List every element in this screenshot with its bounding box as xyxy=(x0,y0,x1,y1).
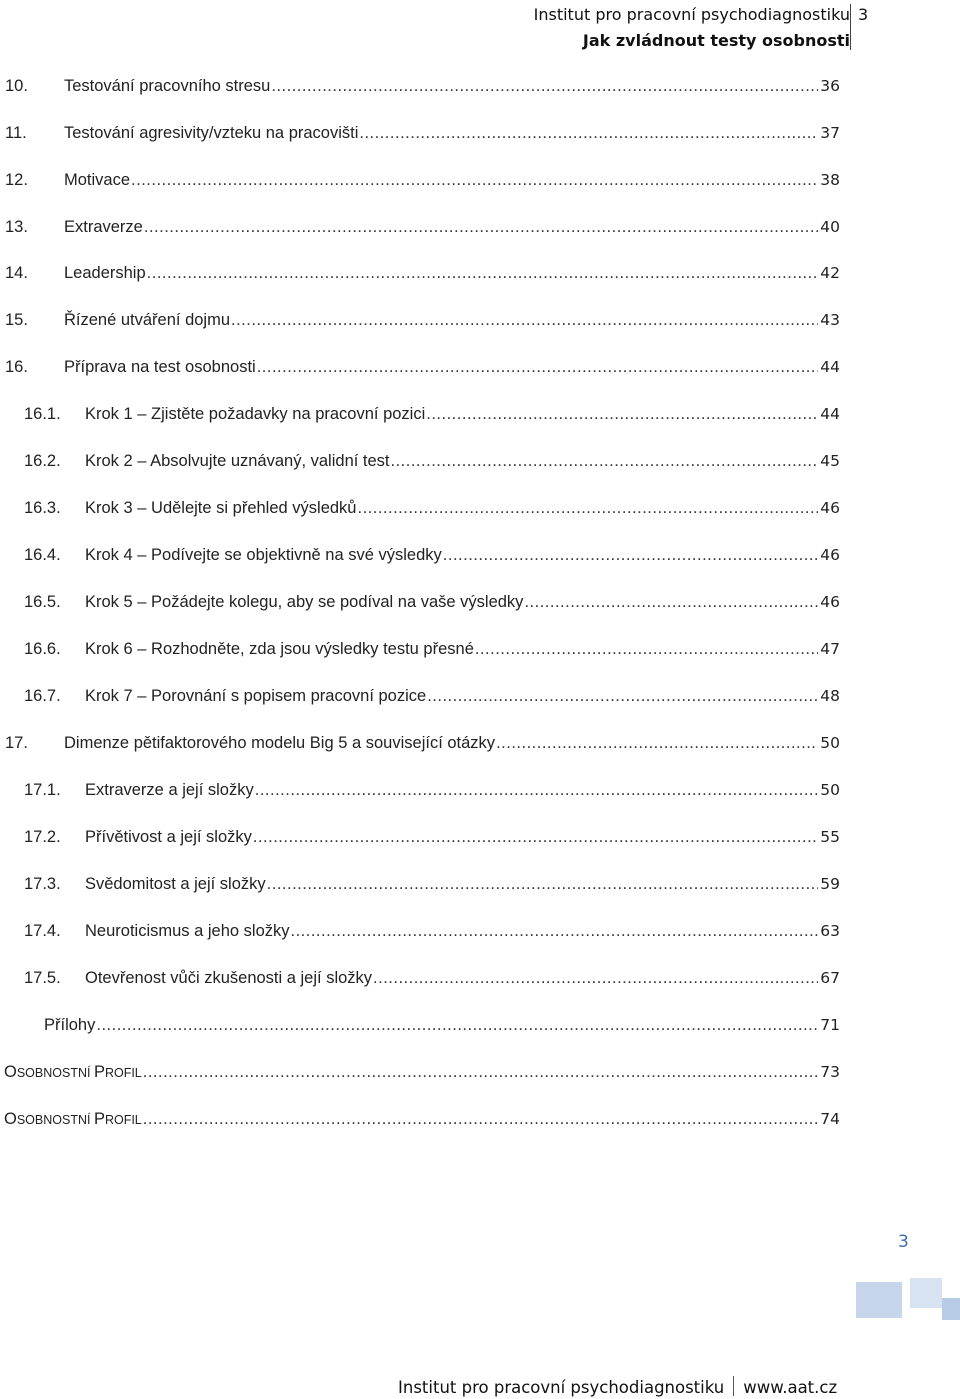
toc-leader xyxy=(357,499,818,518)
toc-number: 16.3. xyxy=(24,499,61,517)
header-institute: Institut pro pracovní psychodiagnostiku xyxy=(533,5,850,24)
toc-title: Krok 3 – Udělejte si přehled výsledků xyxy=(85,499,357,517)
toc-page: 55 xyxy=(820,828,840,846)
toc-title: Příprava na test osobnosti xyxy=(64,358,256,376)
toc-title: Krok 4 – Podívejte se objektivně na své výsledky xyxy=(85,546,442,564)
toc-number: 13. xyxy=(5,218,28,236)
toc-page: 46 xyxy=(820,546,840,564)
toc-page: 40 xyxy=(820,218,840,236)
toc-entry[interactable] xyxy=(5,171,840,197)
corner-tile-small xyxy=(942,1298,960,1320)
toc-subentry[interactable] xyxy=(24,687,840,713)
footer-divider xyxy=(733,1376,734,1396)
toc-number: 16.2. xyxy=(24,452,61,470)
toc-leader xyxy=(267,875,819,894)
toc-subentry[interactable] xyxy=(24,405,840,431)
toc-entry-profile[interactable] xyxy=(4,1063,840,1089)
toc-subentry[interactable] xyxy=(24,452,840,478)
toc-subentry[interactable] xyxy=(24,969,840,995)
toc-leader xyxy=(271,77,818,96)
toc-number: 16. xyxy=(5,358,28,376)
toc-title: Krok 6 – Rozhodněte, zda jsou výsledky testu přesné xyxy=(85,640,474,658)
toc-entry-appendix[interactable] xyxy=(44,1016,840,1042)
toc-page: 46 xyxy=(820,593,840,611)
toc-title: OSOBNOSTNÍ PROFIL xyxy=(4,1063,142,1081)
toc-title: Neuroticismus a jeho složky xyxy=(85,922,290,940)
toc-title: Přívětivost a její složky xyxy=(85,828,252,846)
page-marker: 3 xyxy=(898,1232,909,1252)
toc-entry[interactable] xyxy=(5,124,840,150)
toc-page: 38 xyxy=(820,171,840,189)
toc-entry[interactable] xyxy=(5,358,840,384)
header-page-number: 3 xyxy=(858,5,869,24)
toc-subentry[interactable] xyxy=(24,781,840,807)
toc-page: 36 xyxy=(820,77,840,95)
toc-title: Motivace xyxy=(64,171,131,189)
toc-number: 17.4. xyxy=(24,922,61,940)
toc-page: 42 xyxy=(820,264,840,282)
toc-number: 15. xyxy=(5,311,28,329)
toc-number: 16.1. xyxy=(24,405,61,423)
toc-leader xyxy=(143,1063,819,1082)
toc-entry[interactable] xyxy=(5,734,840,760)
toc-number: 11. xyxy=(5,124,27,142)
page-corner-graphic xyxy=(848,1272,960,1328)
toc-title: Přílohy xyxy=(44,1016,96,1034)
toc-subentry[interactable] xyxy=(24,499,840,525)
toc-number: 14. xyxy=(5,264,28,282)
toc-title: Extraverze a její složky xyxy=(85,781,254,799)
toc-number: 16.4. xyxy=(24,546,61,564)
toc-leader xyxy=(131,171,818,190)
toc-number: 17.1. xyxy=(24,781,61,799)
toc-subentry[interactable] xyxy=(24,546,840,572)
toc-entry[interactable] xyxy=(5,264,840,290)
toc-page: 48 xyxy=(820,687,840,705)
toc-leader xyxy=(255,781,819,800)
toc-title: Otevřenost vůči zkušenosti a její složky xyxy=(85,969,373,987)
running-header xyxy=(534,2,850,54)
toc-title: OSOBNOSTNÍ PROFIL xyxy=(4,1110,142,1128)
toc-leader xyxy=(147,264,819,283)
toc-title: Testování pracovního stresu xyxy=(64,77,271,95)
toc-page: 43 xyxy=(820,311,840,329)
toc-leader xyxy=(144,218,818,237)
toc-title: Krok 1 – Zjistěte požadavky na pracovní pozici xyxy=(85,405,426,423)
toc-title: Krok 2 – Absolvujte uznávaný, validní test xyxy=(85,452,390,470)
toc-number: 12. xyxy=(5,171,28,189)
toc-entry[interactable] xyxy=(5,218,840,244)
toc-number: 17.3. xyxy=(24,875,61,893)
toc-entry-profile[interactable] xyxy=(4,1110,840,1136)
toc-page: 74 xyxy=(820,1110,840,1128)
toc-leader xyxy=(359,124,818,143)
toc-leader xyxy=(253,828,818,847)
toc-leader xyxy=(96,1016,818,1035)
toc-page: 37 xyxy=(820,124,840,142)
toc-page: 73 xyxy=(820,1063,840,1081)
toc-leader xyxy=(291,922,819,941)
toc-subentry[interactable] xyxy=(24,875,840,901)
toc-leader xyxy=(475,640,818,659)
footer-url[interactable]: www.aat.cz xyxy=(743,1378,838,1397)
toc-page: 50 xyxy=(820,734,840,752)
toc-subentry[interactable] xyxy=(24,640,840,666)
corner-tile-medium xyxy=(910,1278,942,1308)
toc-page: 50 xyxy=(820,781,840,799)
toc-entry[interactable] xyxy=(5,311,840,337)
toc-page: 47 xyxy=(820,640,840,658)
toc-page: 46 xyxy=(820,499,840,517)
toc-leader xyxy=(373,969,818,988)
toc-number: 16.5. xyxy=(24,593,61,611)
toc-page: 44 xyxy=(820,358,840,376)
toc-leader xyxy=(391,452,819,471)
toc-title: Dimenze pětifaktorového modelu Big 5 a související otázky xyxy=(64,734,496,752)
toc-page: 63 xyxy=(820,922,840,940)
toc-number: 17.5. xyxy=(24,969,61,987)
footer-institute: Institut pro pracovní psychodiagnostiku xyxy=(398,1378,725,1397)
page-footer xyxy=(398,1376,837,1397)
toc-subentry[interactable] xyxy=(24,922,840,948)
toc-leader xyxy=(524,593,818,612)
toc-page: 71 xyxy=(820,1016,840,1034)
toc-number: 17.2. xyxy=(24,828,61,846)
toc-page: 67 xyxy=(820,969,840,987)
toc-title: Krok 7 – Porovnání s popisem pracovní pozice xyxy=(85,687,427,705)
header-title: Jak zvládnout testy osobnosti xyxy=(582,31,850,50)
toc-leader xyxy=(427,687,818,706)
toc-page: 45 xyxy=(820,452,840,470)
toc-title: Leadership xyxy=(64,264,146,282)
toc-title: Extraverze xyxy=(64,218,143,236)
toc-subentry[interactable] xyxy=(24,828,840,854)
toc-leader xyxy=(443,546,818,565)
toc-number: 17. xyxy=(5,734,28,752)
toc-page: 59 xyxy=(820,875,840,893)
toc-entry[interactable] xyxy=(5,77,840,103)
toc-number: 16.7. xyxy=(24,687,61,705)
toc-title: Krok 5 – Požádejte kolegu, aby se podíval na vaše výsledky xyxy=(85,593,524,611)
toc-number: 16.6. xyxy=(24,640,61,658)
toc-leader xyxy=(426,405,818,424)
toc-leader xyxy=(143,1110,819,1129)
toc-title: Testování agresivity/vzteku na pracovišti xyxy=(64,124,359,142)
toc-title: Řízené utváření dojmu xyxy=(64,311,231,329)
toc-page: 44 xyxy=(820,405,840,423)
corner-tile-large xyxy=(856,1282,902,1318)
header-divider xyxy=(850,4,851,50)
toc-number: 10. xyxy=(5,77,28,95)
toc-subentry[interactable] xyxy=(24,593,840,619)
toc-leader xyxy=(496,734,818,753)
toc-leader xyxy=(231,311,818,330)
toc-title: Svědomitost a její složky xyxy=(85,875,266,893)
toc-leader xyxy=(257,358,819,377)
